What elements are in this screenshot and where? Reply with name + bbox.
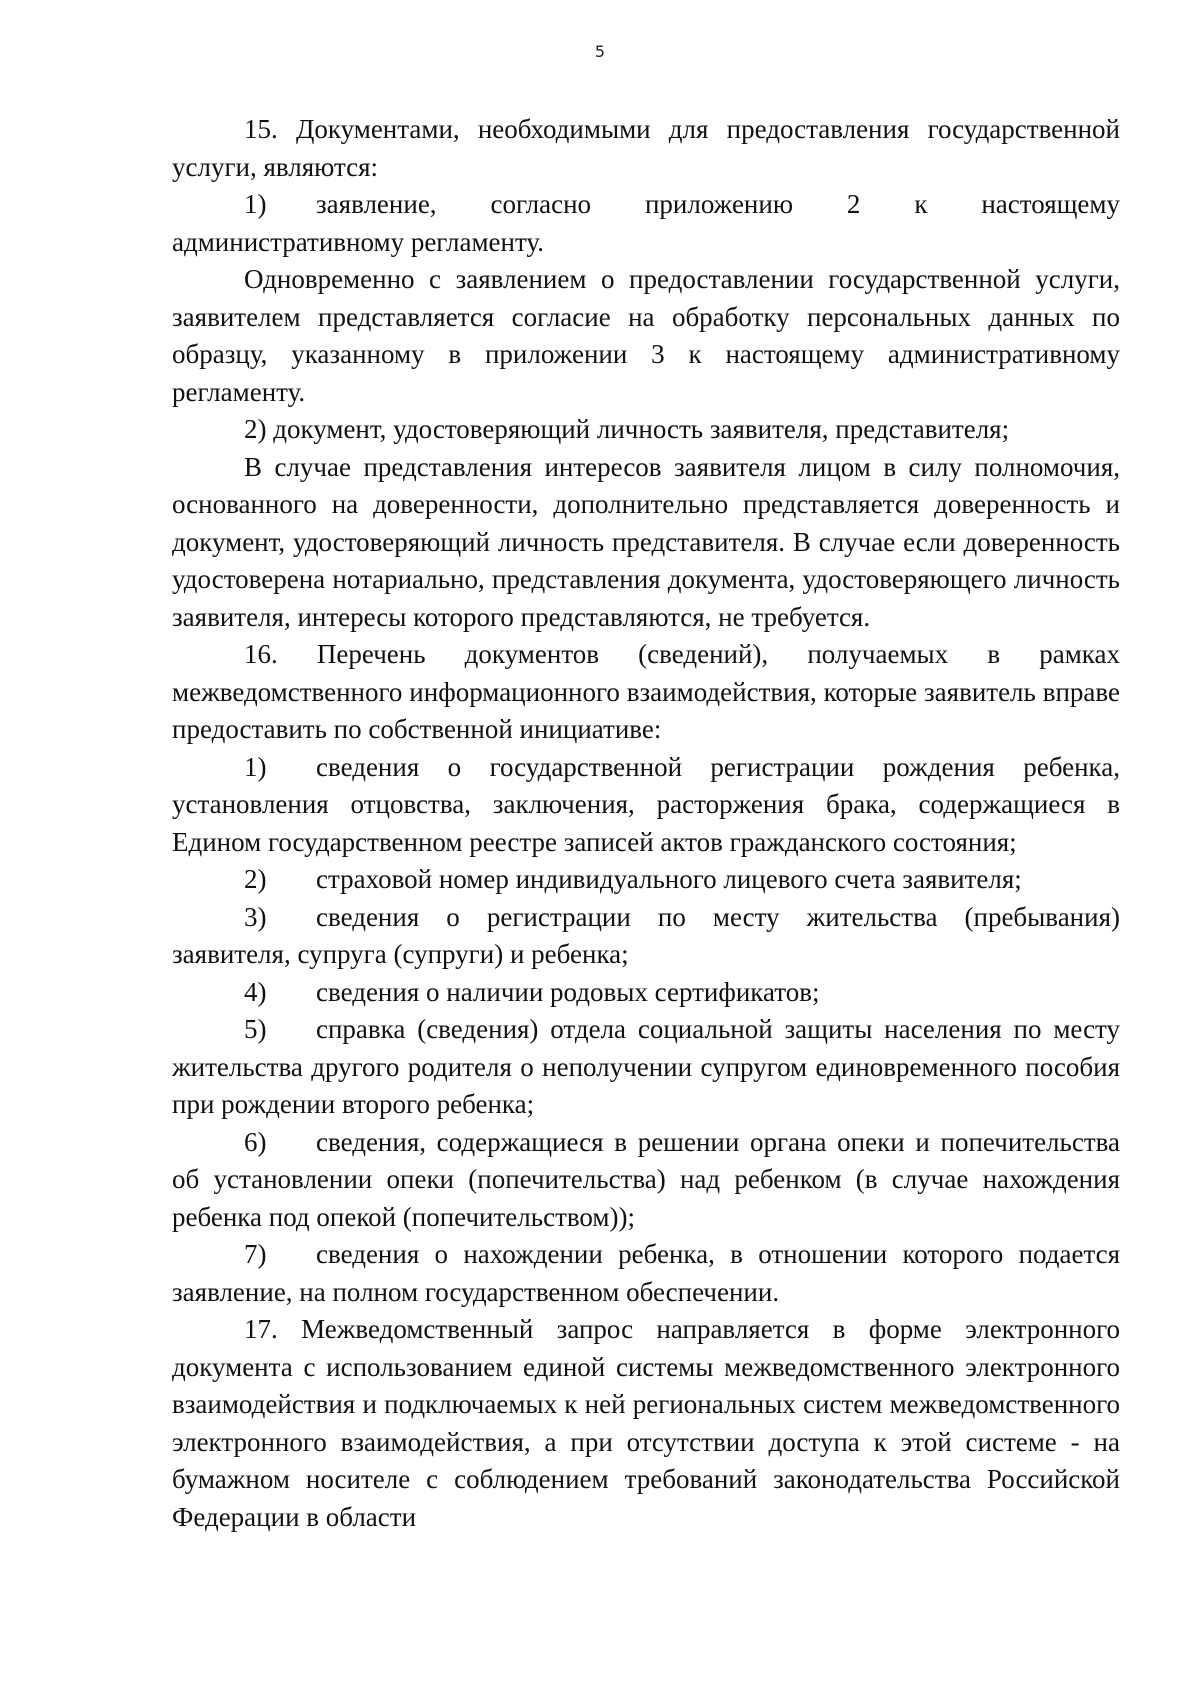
list-item-text: сведения о регистрации по месту жительства (пребывания) заявителя, супруга (супруги) и ребенка; <box>172 901 1120 969</box>
list-item-text: сведения о нахождении ребенка, в отношении которого подается заявление, на полном государственном обеспечении. <box>172 1239 1120 1307</box>
paragraph-17: 17. Межведомственный запрос направляется в форме электронного документа с использованием единой системы межведомственного электронного взаимодействия и подключаемых к ней региональных систем межведомственного электронного взаимодействия, а при отсутствии доступа к этой системе - на бумажном носителе с соблюдением требований законодательства Российской Федерации в области <box>172 1314 1120 1532</box>
paragraph-consent: Одновременно с заявлением о предоставлении государственной услуги, заявителем представляется согласие на обработку персональных данных по образцу, указанному в приложении 3 к настоящему административному регламенту. <box>172 264 1120 407</box>
list-item-text: заявление, согласно приложению 2 к настоящему административному регламенту. <box>172 189 1120 257</box>
list-item-text: сведения о государственной регистрации рождения ребенка, установления отцовства, заключения, расторжения брака, содержащиеся в Едином государственном реестре записей актов гражданского состояния; <box>172 751 1120 857</box>
list-item-16-6 <box>172 1124 1120 1237</box>
paragraph-15: 15. Документами, необходимыми для предоставления государственной услуги, являются: <box>172 114 1120 182</box>
list-item-16-1 <box>172 749 1120 862</box>
list-item-16-4 <box>172 974 1120 1012</box>
list-item-text: страховой номер индивидуального лицевого счета заявителя; <box>316 864 1022 894</box>
list-item-16-7 <box>172 1236 1120 1311</box>
list-item-number: 3) <box>244 901 267 932</box>
list-item-number: 5) <box>244 1014 267 1044</box>
paragraph-16: 16. Перечень документов (сведений), получаемых в рамках межведомственного информационного взаимодействия, которые заявитель вправе предоставить по собственной инициативе: <box>172 639 1120 744</box>
list-item-text: сведения, содержащиеся в решении органа опеки и попечительства об установлении опеки (попечительства) над ребенком (в случае нахождения ребенка под опекой (попечительством)); <box>172 1126 1120 1232</box>
list-item-text: справка (сведения) отдела социальной защиты населения по месту жительства другого родителя о неполучении супругом единовременного пособия при рождении второго ребенка; <box>172 1014 1120 1119</box>
list-item-number: 2) <box>244 864 267 894</box>
list-item-number: 4) <box>244 976 267 1007</box>
paragraph-power-of-attorney: В случае представления интересов заявителя лицом в силу полномочия, основанного на доверенности, дополнительно представляется доверенность и документ, удостоверяющий личность представителя. В случае если доверенность удостоверена нотариально, представления документа, удостоверяющего личность заявителя, интересы которого представляются, не требуется. <box>172 451 1120 632</box>
list-item-number: 7) <box>244 1239 267 1269</box>
list-item-number: 1) <box>244 189 267 219</box>
paragraph-15-2: 2) документ, удостоверяющий личность заявителя, представителя; <box>244 414 1010 444</box>
list-item-16-3 <box>172 899 1120 974</box>
list-item-16-2 <box>172 861 1120 899</box>
list-item-text: сведения о наличии родовых сертификатов; <box>316 976 820 1007</box>
page-number: 5 <box>594 42 606 61</box>
document-body <box>172 111 1120 1536</box>
list-item-number: 6) <box>244 1126 267 1157</box>
list-item-16-5 <box>172 1011 1120 1124</box>
list-item-15-1 <box>172 186 1120 261</box>
list-item-number: 1) <box>244 751 267 782</box>
